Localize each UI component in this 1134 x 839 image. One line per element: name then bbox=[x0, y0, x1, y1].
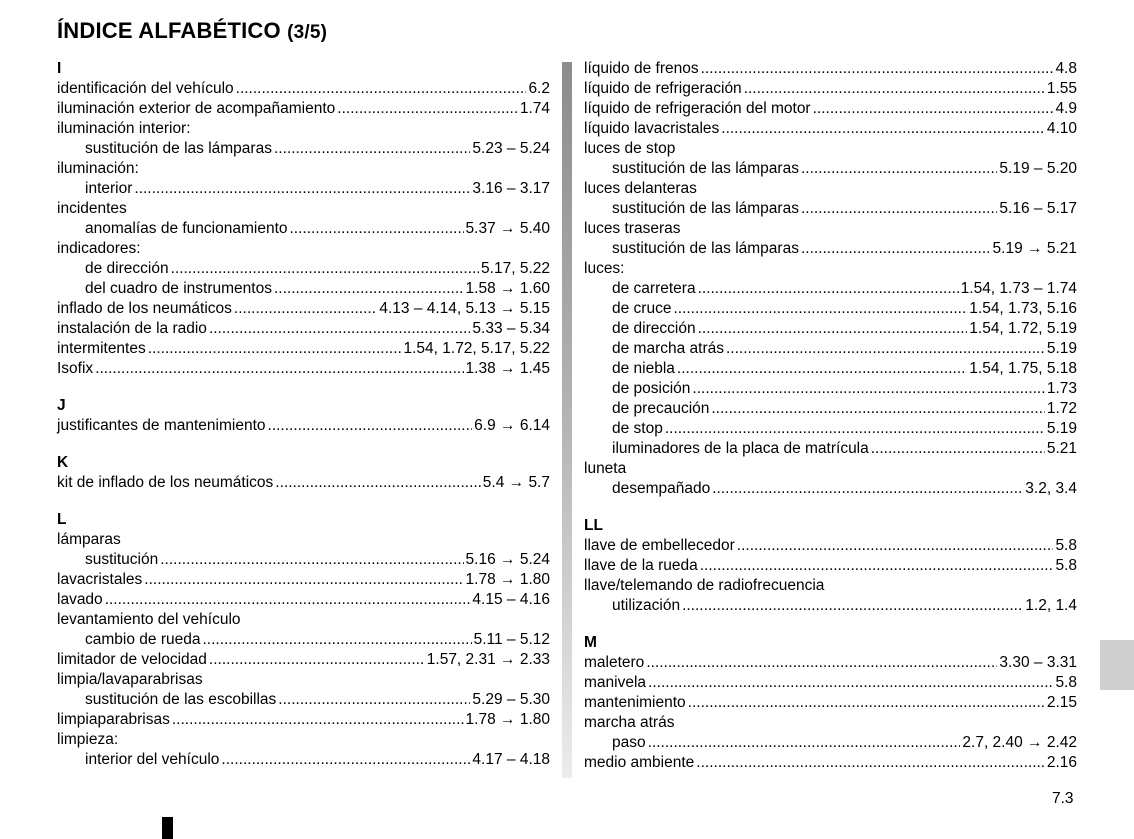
dot-leader bbox=[871, 439, 1045, 459]
index-subentry: de posición ..... 1.73 bbox=[584, 379, 1077, 399]
page-ref: 1.55 bbox=[1046, 80, 1077, 97]
dot-leader bbox=[105, 590, 471, 610]
letter-heading-j: J bbox=[57, 397, 66, 414]
index-entry: maletero ..... 3.30 – 3.31 bbox=[584, 653, 1077, 673]
page-ref: 1.54, 1.72, 5.19 bbox=[969, 320, 1077, 337]
dot-leader bbox=[801, 199, 997, 219]
page-ref: 4.10 bbox=[1046, 120, 1077, 137]
index-subentry: sustitución de las lámparas ..... 5.23 – 5.24 bbox=[57, 139, 550, 159]
index-entry: limpieza: bbox=[57, 731, 119, 748]
dot-leader bbox=[700, 556, 1054, 576]
index-subentry: de dirección ..... 1.54, 1.72, 5.19 bbox=[584, 319, 1077, 339]
page-ref: 3.2, 3.4 bbox=[1025, 480, 1077, 497]
page-ref: 5.37 → 5.40 bbox=[465, 220, 550, 237]
letter-heading-k: K bbox=[57, 454, 69, 471]
index-subentry: sustitución de las lámparas ..... 5.19 – 5.20 bbox=[584, 159, 1077, 179]
dot-leader bbox=[134, 179, 470, 199]
dot-leader bbox=[268, 416, 473, 436]
page-ref: 2.15 bbox=[1046, 694, 1077, 711]
dot-leader bbox=[95, 359, 463, 379]
page-ref: 1.2, 1.4 bbox=[1025, 597, 1077, 614]
index-entry: llave/telemando de radiofrecuencia bbox=[584, 577, 825, 594]
dot-leader bbox=[646, 653, 997, 673]
index-subentry: desempañado ..... 3.2, 3.4 bbox=[584, 479, 1077, 499]
page-ref: 5.8 bbox=[1055, 537, 1077, 554]
page-ref: 1.78 → 1.80 bbox=[465, 711, 550, 728]
index-entry: luces delanteras bbox=[584, 180, 697, 197]
dot-leader bbox=[701, 59, 1054, 79]
page-number: 7.3 bbox=[1052, 790, 1074, 807]
index-entry: intermitentes ..... 1.54, 1.72, 5.17, 5.22 bbox=[57, 339, 550, 359]
index-entry: iluminación interior: bbox=[57, 120, 191, 137]
dot-leader bbox=[290, 219, 464, 239]
index-subentry: sustitución de las escobillas ..... 5.29 – 5.30 bbox=[57, 690, 550, 710]
index-entry: kit de inflado de los neumáticos ..... 5.4 → 5.7 bbox=[57, 473, 550, 493]
index-entry: limitador de velocidad ..... 1.57, 2.31 → 2.33 bbox=[57, 650, 550, 670]
page-ref: 4.15 – 4.16 bbox=[472, 591, 550, 608]
index-entry: identificación del vehículo ..... 6.2 bbox=[57, 79, 550, 99]
page-ref: 3.30 – 3.31 bbox=[999, 654, 1077, 671]
index-column-left bbox=[57, 59, 550, 770]
page-ref: 5.11 – 5.12 bbox=[473, 631, 550, 648]
dot-leader bbox=[144, 570, 463, 590]
dot-leader bbox=[648, 733, 961, 753]
page-ref: 5.19 bbox=[1046, 420, 1077, 437]
dot-leader bbox=[813, 99, 1054, 119]
index-entry: lavado ..... 4.15 – 4.16 bbox=[57, 590, 550, 610]
index-subentry: utilización ..... 1.2, 1.4 bbox=[584, 596, 1077, 616]
page-title bbox=[57, 18, 327, 44]
index-subentry: sustitución de las lámparas ..... 5.19 → 5.21 bbox=[584, 239, 1077, 259]
page-ref: 5.17, 5.22 bbox=[481, 260, 550, 277]
dot-leader bbox=[721, 119, 1045, 139]
dot-leader bbox=[712, 479, 1023, 499]
index-subentry: de cruce ..... 1.54, 1.73, 5.16 bbox=[584, 299, 1077, 319]
index-entry: iluminación exterior de acompañamiento ..... 1.74 bbox=[57, 99, 550, 119]
page-ref: 5.23 – 5.24 bbox=[472, 140, 550, 157]
index-entry: justificantes de mantenimiento ..... 6.9 → 6.14 bbox=[57, 416, 550, 436]
page-ref: 6.9 → 6.14 bbox=[474, 417, 550, 434]
dot-leader bbox=[673, 299, 967, 319]
index-entry: medio ambiente ..... 2.16 bbox=[584, 753, 1077, 773]
page-ref: 5.19 → 5.21 bbox=[992, 240, 1077, 257]
page-ref: 1.72 bbox=[1046, 400, 1077, 417]
index-entry: Isofix ..... 1.38 → 1.45 bbox=[57, 359, 550, 379]
dot-leader bbox=[682, 596, 1023, 616]
dot-leader bbox=[274, 139, 470, 159]
index-subentry: iluminadores de la placa de matrícula ..... 5.21 bbox=[584, 439, 1077, 459]
page-ref: 5.19 bbox=[1046, 340, 1077, 357]
page-ref: 1.38 → 1.45 bbox=[465, 360, 550, 377]
page-ref: 5.16 → 5.24 bbox=[465, 551, 550, 568]
index-subentry: de dirección ..... 5.17, 5.22 bbox=[57, 259, 550, 279]
index-entry: manivela ..... 5.8 bbox=[584, 673, 1077, 693]
dot-leader bbox=[698, 279, 959, 299]
index-entry: luces de stop bbox=[584, 140, 676, 157]
dot-leader bbox=[236, 79, 527, 99]
dot-leader bbox=[737, 536, 1054, 556]
index-entry: marcha atrás bbox=[584, 714, 675, 731]
index-entry: líquido de refrigeración del motor ..... 4.9 bbox=[584, 99, 1077, 119]
dot-leader bbox=[209, 650, 425, 670]
page-ref: 1.57, 2.31 → 2.33 bbox=[426, 651, 550, 668]
dot-leader bbox=[696, 753, 1045, 773]
index-entry: llave de embellecedor ..... 5.8 bbox=[584, 536, 1077, 556]
index-subentry: anomalías de funcionamiento ..... 5.37 → 5.40 bbox=[57, 219, 550, 239]
index-entry: incidentes bbox=[57, 200, 127, 217]
dot-leader bbox=[221, 750, 470, 770]
section-tab bbox=[1100, 640, 1134, 690]
dot-leader bbox=[711, 399, 1044, 419]
page-ref: 1.58 → 1.60 bbox=[465, 280, 550, 297]
dot-leader bbox=[148, 339, 402, 359]
letter-heading-m: M bbox=[584, 634, 597, 651]
index-subentry: de precaución ..... 1.72 bbox=[584, 399, 1077, 419]
letter-heading-ll: LL bbox=[584, 517, 603, 534]
index-subentry: sustitución ..... 5.16 → 5.24 bbox=[57, 550, 550, 570]
index-subentry: interior del vehículo ..... 4.17 – 4.18 bbox=[57, 750, 550, 770]
dot-leader bbox=[698, 319, 968, 339]
index-entry: mantenimiento ..... 2.15 bbox=[584, 693, 1077, 713]
crop-mark bbox=[162, 817, 173, 839]
page-title-part: (3/5) bbox=[287, 22, 328, 43]
index-entry: inflado de los neumáticos ..... 4.13 – 4.14, 5.13 → 5.15 bbox=[57, 299, 550, 319]
index-subentry: paso ..... 2.7, 2.40 → 2.42 bbox=[584, 733, 1077, 753]
index-entry: líquido lavacristales ..... 4.10 bbox=[584, 119, 1077, 139]
page-ref: 3.16 – 3.17 bbox=[472, 180, 550, 197]
dot-leader bbox=[274, 279, 464, 299]
page-ref: 1.54, 1.72, 5.17, 5.22 bbox=[403, 340, 550, 357]
page-ref: 2.16 bbox=[1046, 754, 1077, 771]
dot-leader bbox=[726, 339, 1045, 359]
page-ref: 5.4 → 5.7 bbox=[482, 474, 550, 491]
index-entry: levantamiento del vehículo bbox=[57, 611, 241, 628]
dot-leader bbox=[275, 473, 481, 493]
page-ref: 1.54, 1.75, 5.18 bbox=[969, 360, 1077, 377]
dot-leader bbox=[692, 379, 1044, 399]
page-ref: 4.13 – 4.14, 5.13 → 5.15 bbox=[379, 300, 550, 317]
column-divider bbox=[562, 62, 572, 778]
index-entry: líquido de refrigeración ..... 1.55 bbox=[584, 79, 1077, 99]
dot-leader bbox=[160, 550, 463, 570]
page-ref: 1.78 → 1.80 bbox=[465, 571, 550, 588]
index-entry: luneta bbox=[584, 460, 627, 477]
index-entry: instalación de la radio ..... 5.33 – 5.34 bbox=[57, 319, 550, 339]
page-ref: 5.8 bbox=[1055, 674, 1077, 691]
page-ref: 6.2 bbox=[528, 80, 550, 97]
page-title-text: ÍNDICE ALFABÉTICO bbox=[57, 18, 281, 43]
dot-leader bbox=[209, 319, 470, 339]
index-subentry: interior ..... 3.16 – 3.17 bbox=[57, 179, 550, 199]
dot-leader bbox=[648, 673, 1053, 693]
dot-leader bbox=[801, 239, 991, 259]
index-entry: llave de la rueda ..... 5.8 bbox=[584, 556, 1077, 576]
index-subentry: sustitución de las lámparas ..... 5.16 – 5.17 bbox=[584, 199, 1077, 219]
index-subentry: del cuadro de instrumentos ..... 1.58 → 1.60 bbox=[57, 279, 550, 299]
page-ref: 4.17 – 4.18 bbox=[472, 751, 550, 768]
page-ref: 1.73 bbox=[1046, 380, 1077, 397]
dot-leader bbox=[234, 299, 377, 319]
page-ref: 1.54, 1.73, 5.16 bbox=[969, 300, 1077, 317]
index-subentry: cambio de rueda ..... 5.11 – 5.12 bbox=[57, 630, 550, 650]
dot-leader bbox=[665, 419, 1045, 439]
dot-leader bbox=[278, 690, 470, 710]
dot-leader bbox=[171, 259, 479, 279]
index-entry: luces traseras bbox=[584, 220, 681, 237]
dot-leader bbox=[202, 630, 471, 650]
page-ref: 4.9 bbox=[1055, 100, 1077, 117]
page-ref: 5.33 – 5.34 bbox=[472, 320, 550, 337]
page-ref: 1.74 bbox=[519, 100, 550, 117]
dot-leader bbox=[172, 710, 464, 730]
index-subentry: de stop ..... 5.19 bbox=[584, 419, 1077, 439]
letter-heading-i: I bbox=[57, 60, 62, 77]
index-column-right bbox=[584, 59, 1077, 773]
dot-leader bbox=[801, 159, 997, 179]
index-entry: lámparas bbox=[57, 531, 121, 548]
letter-heading-l: L bbox=[57, 511, 67, 528]
index-entry: lavacristales ..... 1.78 → 1.80 bbox=[57, 570, 550, 590]
page-ref: 5.29 – 5.30 bbox=[472, 691, 550, 708]
page-ref: 5.19 – 5.20 bbox=[999, 160, 1077, 177]
page-ref: 2.7, 2.40 → 2.42 bbox=[962, 734, 1077, 751]
page-ref: 5.16 – 5.17 bbox=[999, 200, 1077, 217]
dot-leader bbox=[677, 359, 967, 379]
index-entry: indicadores: bbox=[57, 240, 141, 257]
dot-leader bbox=[337, 99, 518, 119]
index-entry: iluminación: bbox=[57, 160, 139, 177]
dot-leader bbox=[744, 79, 1045, 99]
index-subentry: de niebla ..... 1.54, 1.75, 5.18 bbox=[584, 359, 1077, 379]
index-subentry: de marcha atrás ..... 5.19 bbox=[584, 339, 1077, 359]
page-ref: 1.54, 1.73 – 1.74 bbox=[960, 280, 1077, 297]
dot-leader bbox=[688, 693, 1045, 713]
index-subentry: de carretera ..... 1.54, 1.73 – 1.74 bbox=[584, 279, 1077, 299]
page-ref: 5.21 bbox=[1046, 440, 1077, 457]
index-entry: limpia/lavaparabrisas bbox=[57, 671, 203, 688]
index-entry: limpiaparabrisas ..... 1.78 → 1.80 bbox=[57, 710, 550, 730]
page-ref: 5.8 bbox=[1055, 557, 1077, 574]
index-entry: luces: bbox=[584, 260, 625, 277]
page-ref: 4.8 bbox=[1055, 60, 1077, 77]
index-entry: líquido de frenos ..... 4.8 bbox=[584, 59, 1077, 79]
